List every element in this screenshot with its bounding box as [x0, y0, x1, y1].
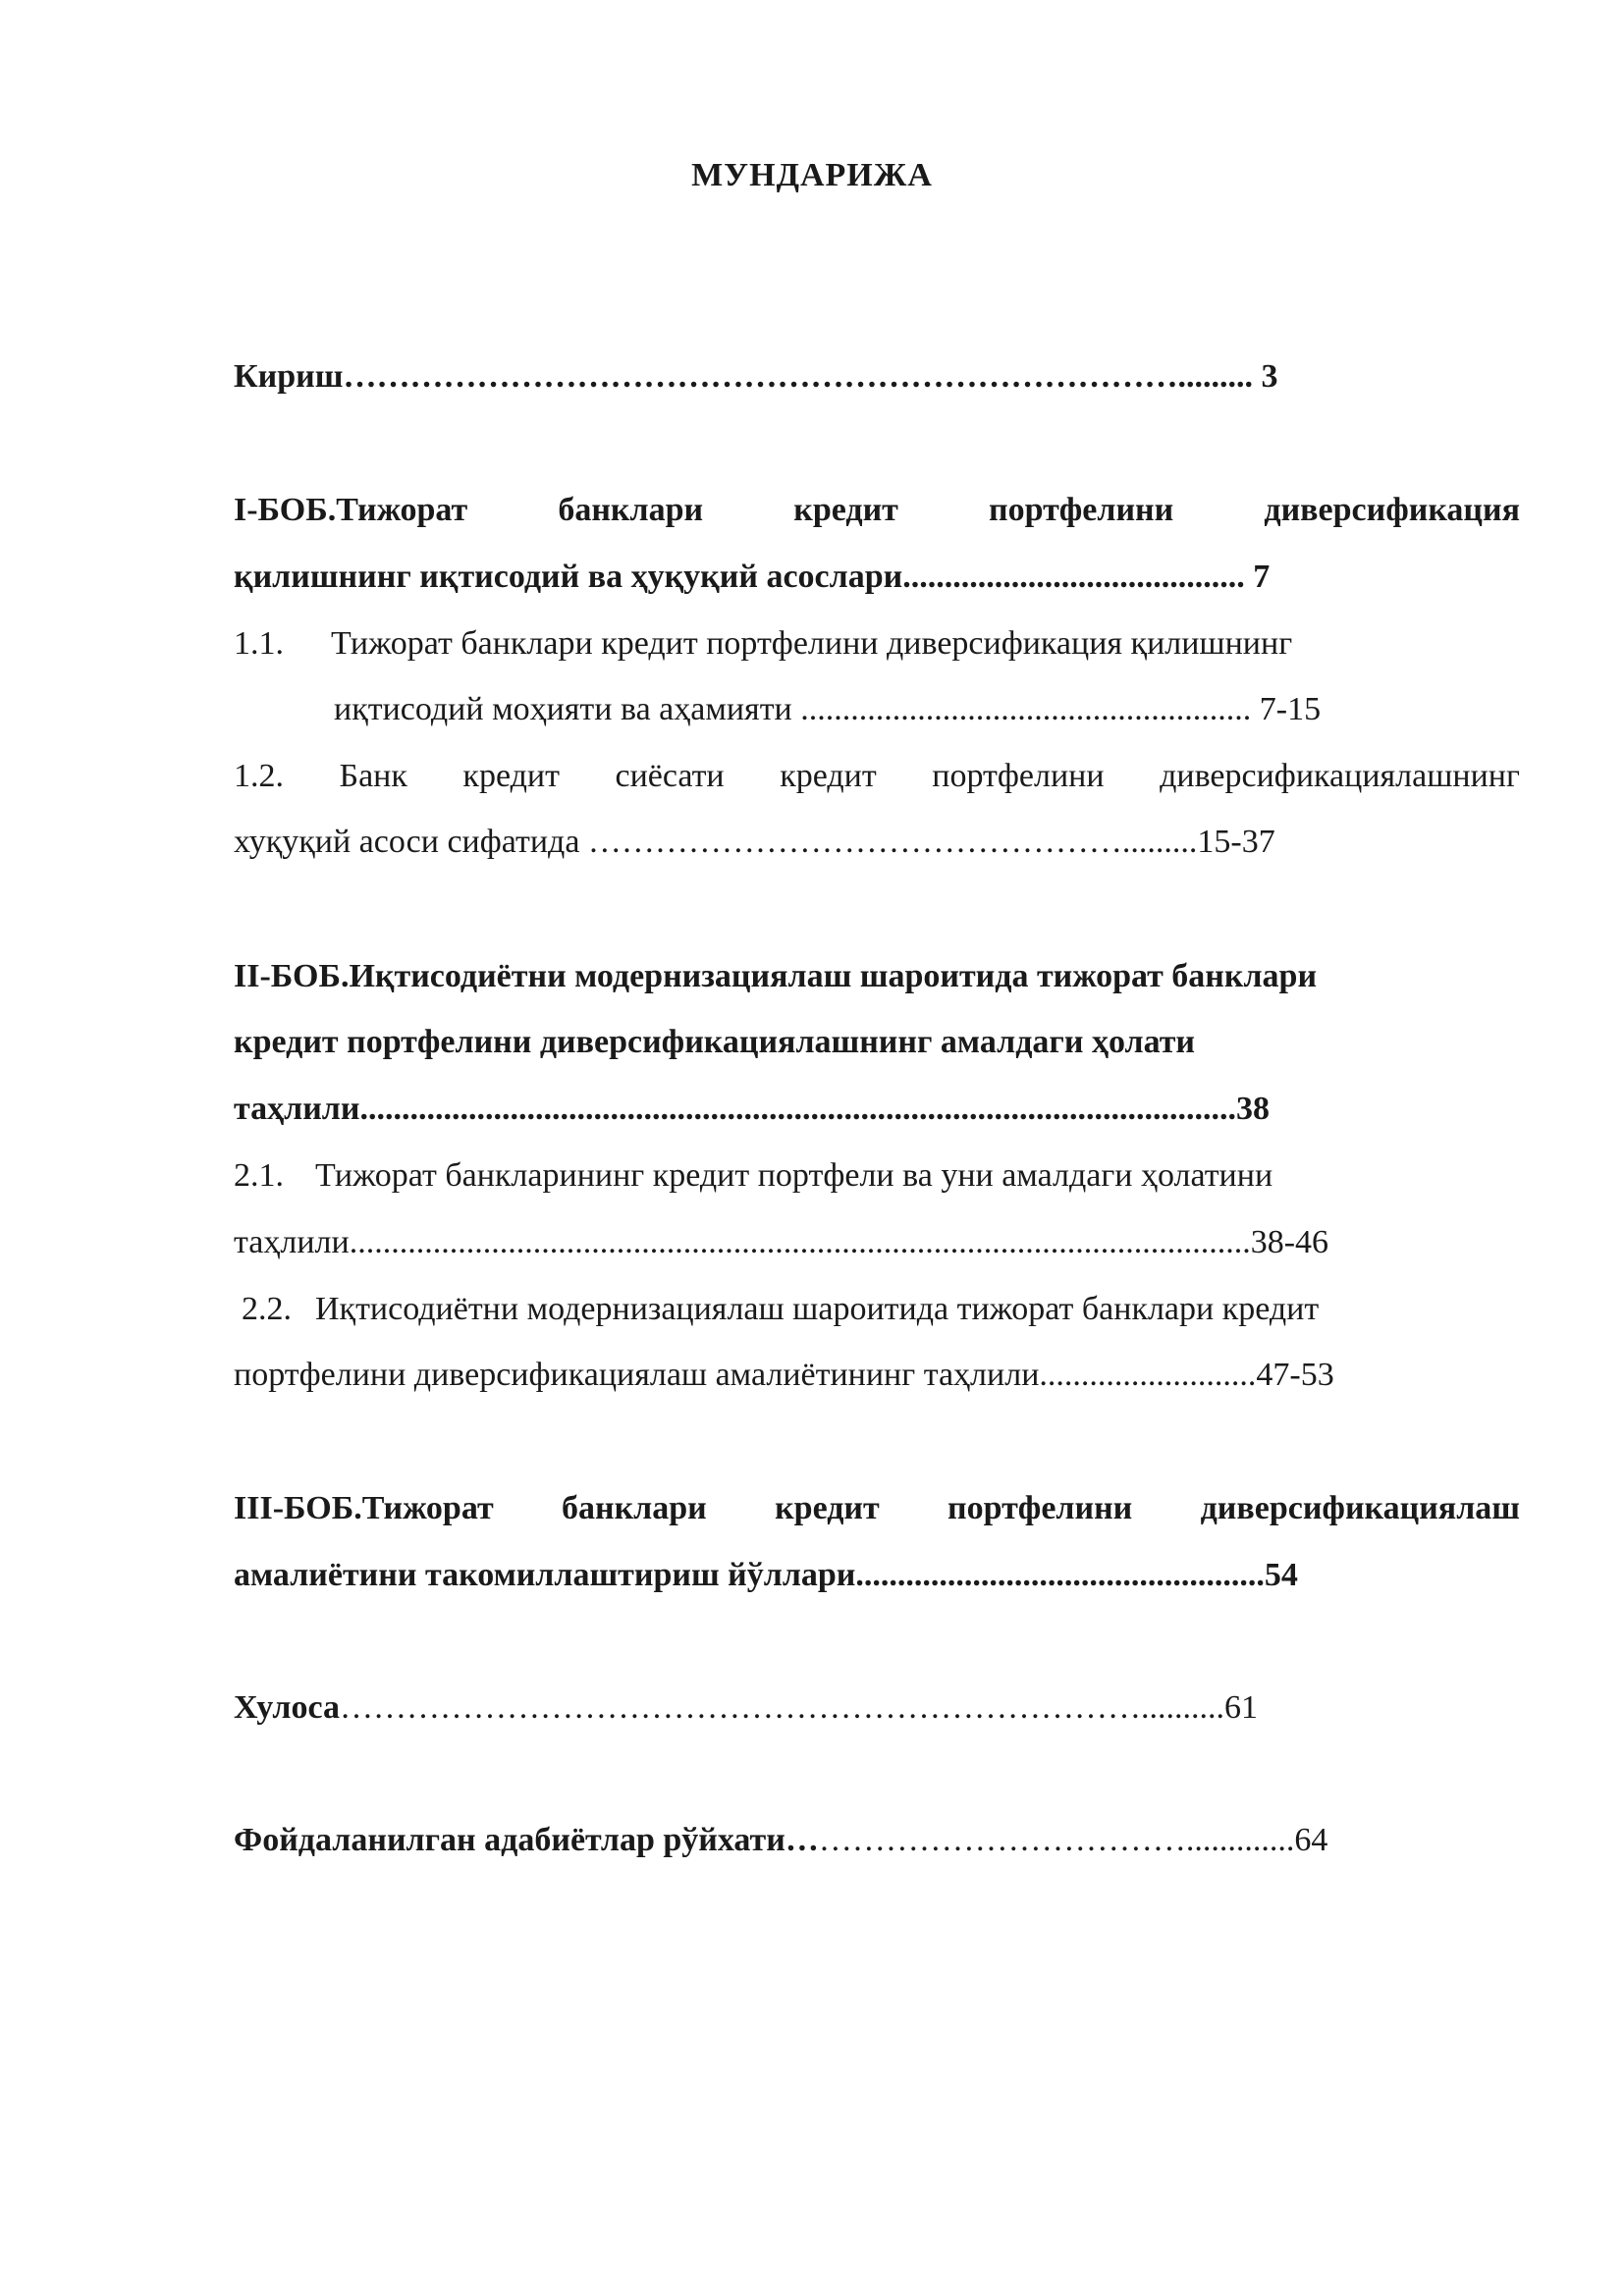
- toc-word: кредит: [462, 758, 560, 794]
- references-leader: …………………………….............64: [818, 1822, 1328, 1858]
- toc-word: портфелини: [989, 492, 1174, 528]
- toc-word: I-БОБ.Тижорат: [234, 492, 468, 528]
- toc-intro: Кириш…………………………………………………………………......... 3: [234, 358, 1278, 395]
- toc-conclusion: [234, 1688, 1520, 1728]
- toc-word: банклари: [558, 492, 704, 528]
- toc-word: кредит: [793, 492, 898, 528]
- toc-word: портфелини: [947, 1490, 1133, 1526]
- toc-section-2-2-line1: [242, 1290, 1528, 1329]
- toc-word: сиёсати: [615, 758, 725, 794]
- conclusion-label: Хулоса: [234, 1689, 340, 1726]
- section-number: 2.1.: [234, 1157, 284, 1194]
- toc-chapter2-line2: кредит портфелини диверсификациялашнинг амалдаги ҳолати: [234, 1024, 1195, 1060]
- toc-chapter2-line3: таҳлили.........................................................................................................38: [234, 1091, 1270, 1127]
- toc-word: кредит: [780, 758, 877, 794]
- toc-section-1-1-line2: иқтисодий моҳияти ва аҳамияти ...................................................... 7-15: [334, 691, 1322, 727]
- toc-section-1-2-line2: хуқуқий асоси сифатида ………………………………………….........15-37: [234, 824, 1275, 860]
- page-title: МУНДАРИЖА: [691, 157, 933, 193]
- toc-word: диверсификациялаш: [1200, 1490, 1520, 1526]
- toc-chapter3-line2: амалиётини такомиллаштириш йўллари.................................................54: [234, 1557, 1298, 1593]
- section-number: 2.2.: [242, 1291, 292, 1327]
- toc-chapter1-line2: қилишнинг иқтисодий ва ҳуқуқий асослари......................................... 7: [234, 559, 1271, 595]
- toc-chapter3-line1: [234, 1489, 1520, 1528]
- toc-word: диверсификация: [1264, 492, 1520, 528]
- toc-word: банклари: [561, 1490, 707, 1526]
- toc-chapter2-line1: II-БОБ.Иқтисодиётни модернизациялаш шароитида тижорат банклари: [234, 958, 1318, 994]
- toc-word: диверсификациялашнинг: [1160, 758, 1520, 794]
- toc-word: кредит: [775, 1490, 880, 1526]
- section-text: Тижорат банкларининг кредит портфели ва уни амалдаги ҳолатини: [315, 1157, 1273, 1194]
- section-text: Иқтисодиётни модернизациялаш шароитида тижорат банклари кредит: [315, 1291, 1320, 1327]
- conclusion-leader: ………………………………………………………………..........61: [340, 1689, 1258, 1726]
- section-number: 1.1.: [234, 625, 284, 662]
- toc-section-2-2-line2: портфелини диверсификациялаш амалиётининг таҳлили..........................47-53: [234, 1357, 1334, 1393]
- references-label: Фойдаланилган адабиётлар рўйхати…: [234, 1822, 819, 1858]
- toc-word: портфелини: [932, 758, 1105, 794]
- toc-section-1-2-line1: [234, 757, 1520, 796]
- toc-section-1-1-line1: [234, 624, 1520, 664]
- toc-chapter1-line1: [234, 491, 1520, 530]
- toc-section-2-1-line2: таҳлили............................................................................................................38-46: [234, 1224, 1329, 1260]
- toc-word: 1.2.: [234, 758, 284, 794]
- toc-word: Банк: [339, 758, 407, 794]
- toc-references: [234, 1821, 1520, 1860]
- toc-word: III-БОБ.Тижорат: [234, 1490, 494, 1526]
- toc-section-2-1-line1: [234, 1156, 1520, 1196]
- section-text: Тижорат банклари кредит портфелини диверсификация қилишнинг: [331, 625, 1293, 662]
